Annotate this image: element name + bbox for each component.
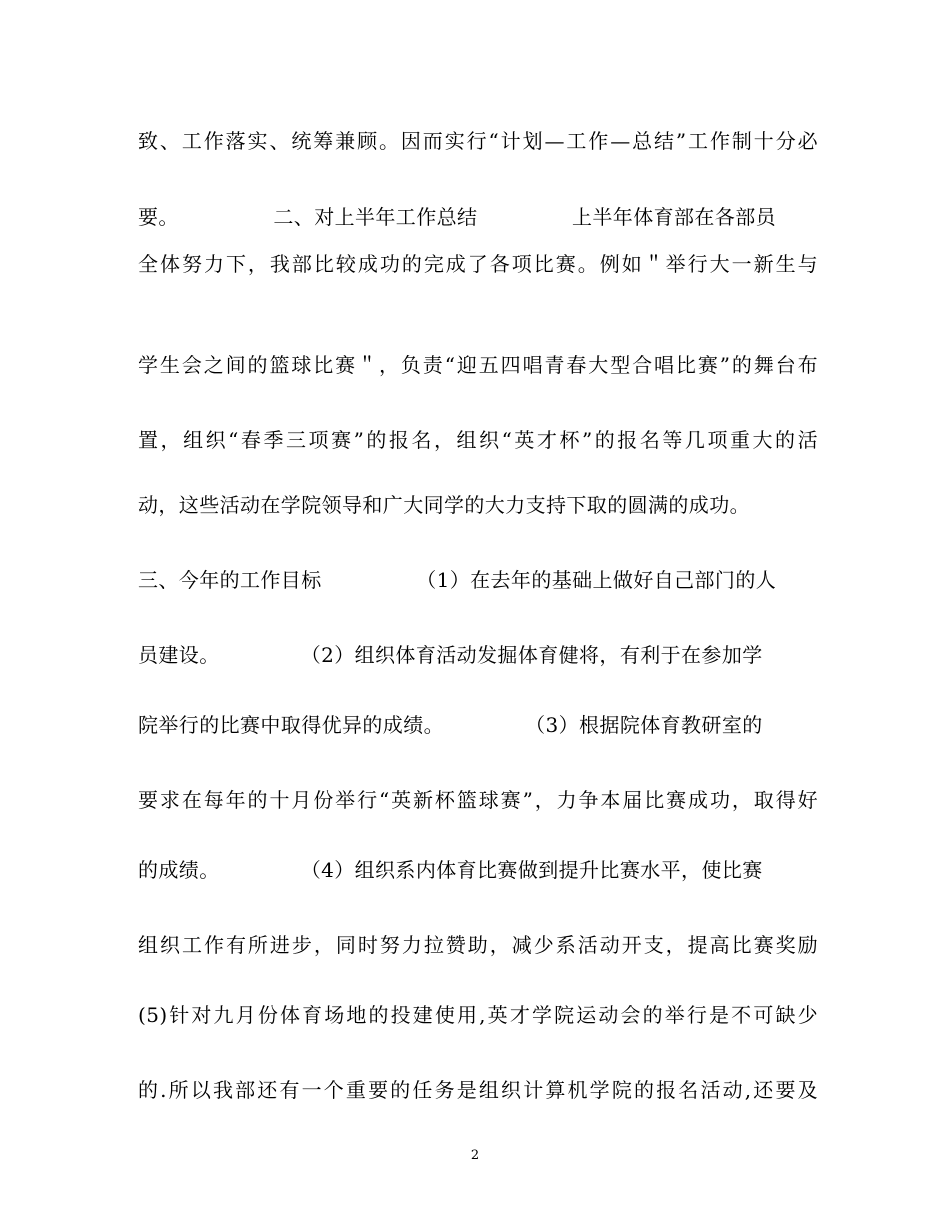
text-line: 的.所以我部还有一个重要的任务是组织计算机学院的报名活动,还要及 bbox=[138, 1078, 818, 1102]
text-line: 致、工作落实、统筹兼顾。因而实行“计划—工作—总结”工作制十分必 bbox=[138, 129, 818, 153]
text-line: 动，这些活动在学院领导和广大同学的大力支持下取的圆满的成功。 bbox=[138, 493, 750, 517]
text-line: 组织工作有所进步，同时努力拉赞助，减少系活动开支，提高比赛奖励 bbox=[138, 933, 818, 957]
text-line: 的成绩。 （4）组织系内体育比赛做到提升比赛水平，使比赛 bbox=[138, 858, 763, 882]
text-line: 学生会之间的篮球比赛＂，负责“迎五四唱青春大型合唱比赛”的舞台布 bbox=[138, 353, 818, 377]
text-line: 要。 二、对上半年工作总结 上半年体育部在各部员 bbox=[138, 205, 777, 229]
text-line: (5)针对九月份体育场地的投建使用,英才学院运动会的举行是不可缺少 bbox=[138, 1003, 818, 1027]
page-number: 2 bbox=[470, 1148, 480, 1163]
text-line: 员建设。 （2）组织体育活动发掘体育健将，有利于在参加学 bbox=[138, 643, 763, 667]
text-line: 要求在每年的十月份举行“英新杯篮球赛”，力争本届比赛成功，取得好 bbox=[138, 788, 818, 812]
text-line: 全体努力下，我部比较成功的完成了各项比赛。例如＂举行大一新生与 bbox=[138, 252, 818, 276]
text-line: 三、今年的工作目标 （1）在去年的基础上做好自己部门的人 bbox=[138, 568, 777, 592]
text-line: 院举行的比赛中取得优异的成绩。 （3）根据院体育教研室的 bbox=[138, 713, 763, 737]
text-line: 置，组织“春季三项赛”的报名，组织“英才杯”的报名等几项重大的活 bbox=[138, 428, 818, 452]
